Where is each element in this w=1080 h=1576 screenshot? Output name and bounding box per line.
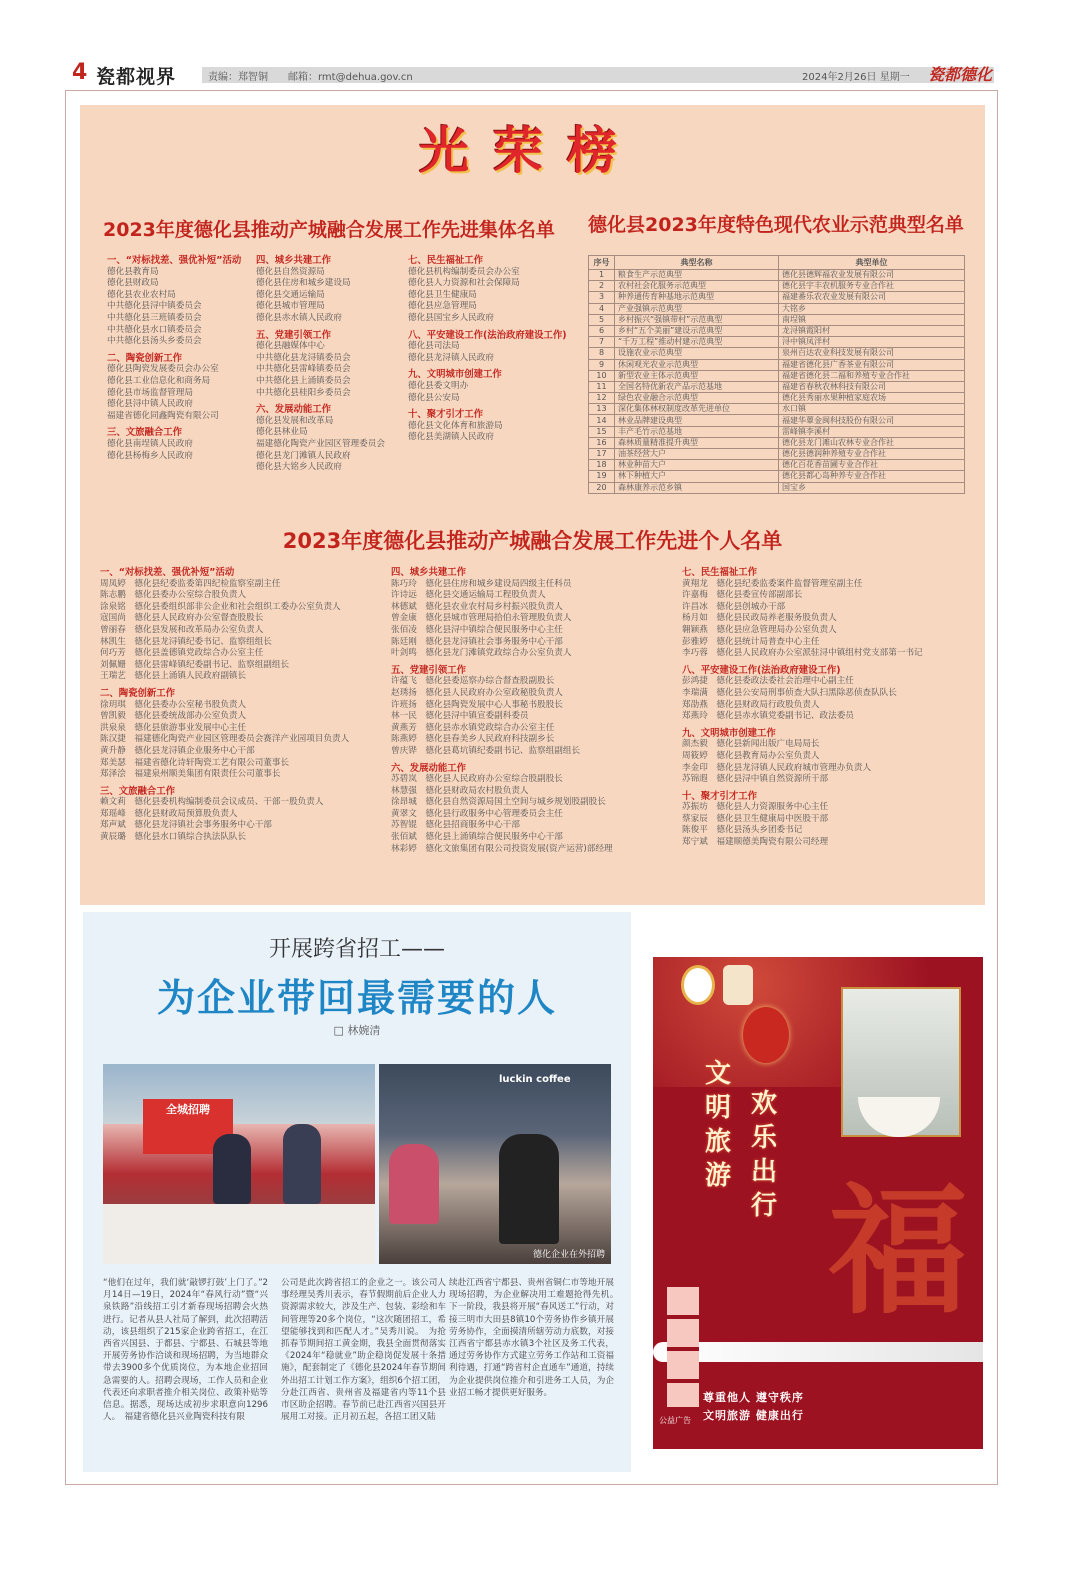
category-heading: 七、民生福祉工作 bbox=[682, 567, 758, 578]
fu-character: 福 bbox=[827, 1170, 968, 1334]
table-cell: 20 bbox=[589, 482, 615, 493]
list-item: 德化县公安局 bbox=[408, 392, 460, 403]
list-item: 李金印 德化县龙浔镇人民政府城市管理办负责人 bbox=[682, 762, 872, 773]
list-item: 黄升静 德化县龙浔镇企业服务中心干部 bbox=[100, 745, 255, 756]
category-heading: 五、党建引领工作 bbox=[391, 664, 467, 676]
list-item: 德化县机构编制委员会办公室 bbox=[408, 266, 520, 277]
table-cell: 德化县德润种养殖专业合作社 bbox=[778, 449, 964, 460]
list-item: 叶剑鸣 德化县龙门滩镇党政综合办公室负责人 bbox=[391, 648, 572, 659]
honor-roll bbox=[80, 105, 985, 905]
table-header: 典型单位 bbox=[778, 256, 964, 270]
table-row bbox=[589, 449, 965, 460]
page-number: 4 bbox=[72, 60, 88, 85]
list-item: 德化县文化体育和旅游局 bbox=[408, 420, 503, 431]
lantern-icon bbox=[743, 1007, 789, 1063]
article-title: 为企业带回最需要的人 bbox=[156, 976, 557, 1020]
table-row bbox=[589, 270, 965, 281]
list-item: 陈汉捷 福建德化陶瓷产业园区管理委员会赛洋产业园项目负责人 bbox=[100, 734, 350, 745]
table-cell: 6 bbox=[589, 325, 615, 336]
table-cell: 种养通传育种基地示范典型 bbox=[615, 292, 779, 303]
article-column-2: 公司是此次跨省招工的企业之一。该公司人事经理吴秀川表示，春节假期前后企业人力资源需求较大，涉及生产、包装、彩绘和车间管理等20多个岗位，“这次随团招工，希望能够找到和匹配人才。”吴秀川说。 为抢抓春节期间招工黄金期，我县全面贯彻落实《2024年“稳就业”助企稳岗促发展十条措施》，配套制定了《德化县2024年春节期间外出招工计划工作方案》，组织6个招工团，分赴江西省、贵州省及福建省内等11个县市区助企招聘。春节前已赴江西省兴国县开展用工对接。正月初五起，各招工团又陆 bbox=[281, 1278, 446, 1423]
table-cell: 福建华蕈金闽科技股份有限公司 bbox=[778, 415, 964, 426]
list-item: 黄翔龙 德化县纪委监委案件监督管理室副主任 bbox=[682, 578, 863, 589]
paper-logo: 瓷都德化 bbox=[927, 65, 992, 84]
list-item: 苏碧岚 德化县人民政府办公室综合股副股长 bbox=[391, 774, 563, 785]
list-item: 郑燕玲 德化县赤水镇党委副书记、政法委员 bbox=[682, 711, 854, 722]
list-item: 颜杰毅 德化县新闻出版广电局局长 bbox=[682, 739, 820, 750]
table-row bbox=[589, 281, 965, 292]
individual-column-2 bbox=[391, 567, 679, 855]
table-cell: 德化县龙门滩山农林专业合作社 bbox=[778, 437, 964, 448]
list-item: 德化县人力资源和社会保障局 bbox=[408, 278, 520, 289]
table-row bbox=[589, 393, 965, 404]
list-item: 李巧蓉 德化县人民政府办公室派驻浔中镇组村党支部第一书记 bbox=[682, 648, 923, 659]
list-item: 德化县浔中镇人民政府 bbox=[107, 399, 193, 410]
table-cell: 休闲观光农业示范典型 bbox=[615, 359, 779, 370]
store-sign: luckin coffee bbox=[499, 1074, 571, 1085]
table-row bbox=[589, 437, 965, 448]
header-bar bbox=[202, 67, 994, 83]
category-heading: 二、陶瓷创新工作 bbox=[100, 687, 176, 699]
category-heading: 一、“对标找差、强优补短”活动 bbox=[107, 255, 242, 266]
ad-tag: 公益广告 bbox=[659, 1416, 691, 1425]
list-item: 蔡家辰 德化县卫生健康局中医股干部 bbox=[682, 813, 829, 824]
list-item: 德化县财政局 bbox=[107, 278, 159, 289]
table-cell: 德化县宇丰农机服务专业合作社 bbox=[778, 281, 964, 292]
table-cell: 大铭乡 bbox=[778, 303, 964, 314]
list-item: 许诗远 德化县交通运输局工程股负责人 bbox=[391, 590, 546, 601]
list-item: 德化县教育局 bbox=[107, 266, 159, 277]
list-item: 德化县融媒体中心 bbox=[256, 341, 325, 352]
table-row bbox=[589, 314, 965, 325]
table-row bbox=[589, 460, 965, 471]
table-cell: 雷峰镇李溪村 bbox=[778, 426, 964, 437]
category-heading: 九、文明城市创建工作 bbox=[408, 369, 502, 381]
individual-column-1 bbox=[100, 567, 385, 844]
category-heading: 九、文明城市创建工作 bbox=[682, 727, 776, 739]
table-cell: 乡村振兴“强镇带村”示范典型 bbox=[615, 314, 779, 325]
banner-text: 全城招聘 bbox=[143, 1099, 233, 1154]
list-item: 德化县南埕镇人民政府 bbox=[107, 438, 193, 449]
list-item: 德化县美湖镇人民政府 bbox=[408, 432, 494, 443]
list-item: 郑泽浍 福建泉州顺美集团有限责任公司董事长 bbox=[100, 769, 281, 780]
person-figure bbox=[213, 1134, 251, 1204]
category-heading: 一、“对标找差、强优补短”活动 bbox=[100, 567, 235, 578]
train-icon bbox=[653, 1342, 983, 1362]
list-item: 中共德化县三班镇委员会 bbox=[107, 312, 202, 323]
list-item: 德化县大铭乡人民政府 bbox=[256, 462, 342, 473]
category-heading: 十、聚才引才工作 bbox=[682, 790, 758, 802]
list-item: 德化县委文明办 bbox=[408, 380, 469, 391]
list-item: 陈燕婷 德化县春美乡人民政府科技副乡长 bbox=[391, 734, 555, 745]
table-desk bbox=[103, 1204, 375, 1264]
table-cell: 18 bbox=[589, 460, 615, 471]
list-item: 林一民 德化县浔中镇宣委副科委员 bbox=[391, 711, 529, 722]
category-heading: 三、文旅融合工作 bbox=[107, 427, 183, 439]
table-cell: 全国名特优新农产品示范基地 bbox=[615, 381, 779, 392]
lantern-string-icon bbox=[667, 1287, 699, 1407]
list-item: 杨月如 德化县民政局养老服务股负责人 bbox=[682, 613, 837, 624]
table-cell: 农村社会化服务示范典型 bbox=[615, 281, 779, 292]
agri-title: 德化县2023年度特色现代农业示范典型名单 bbox=[588, 214, 964, 236]
editor: 责编：郑智铜 bbox=[208, 72, 268, 83]
category-heading: 八、平安建设工作(法治政府建设工作) bbox=[408, 329, 567, 341]
list-item: 德化县农业农村局 bbox=[107, 289, 176, 300]
list-item: 曾庆铧 德化县葛坑镇纪委副书记、监察组副组长 bbox=[391, 745, 581, 756]
table-cell: 产业强镇示范典型 bbox=[615, 303, 779, 314]
list-item: 德化县工业信息化和商务局 bbox=[107, 375, 211, 386]
email[interactable]: 邮箱：rmt@dehua.gov.cn bbox=[288, 72, 413, 83]
list-item: 福建省德化同鑫陶瓷有限公司 bbox=[107, 410, 219, 421]
list-item: 周凤婷 德化县纪委监委第四纪检监察室副主任 bbox=[100, 578, 281, 589]
table-cell: 水口镇 bbox=[778, 404, 964, 415]
table-cell: 乡村“五个美丽”建设示范典型 bbox=[615, 325, 779, 336]
list-item: 德化县国宝乡人民政府 bbox=[408, 312, 494, 323]
list-item: 黄辰璐 德化县水口镇综合执法队队长 bbox=[100, 832, 247, 843]
list-item: 彭雅婷 德化县统计局普查中心主任 bbox=[682, 636, 820, 647]
list-item: 中共德化县汤头乡委员会 bbox=[107, 336, 202, 347]
list-item: 黄燕芳 德化县赤水镇党政综合办公室主任 bbox=[391, 722, 555, 733]
list-item: 德化县自然资源局 bbox=[256, 266, 325, 277]
list-item: 郑宁斌 福建顺德美陶瓷有限公司经理 bbox=[682, 837, 829, 848]
photo-job-fair bbox=[103, 1064, 375, 1264]
table-cell: 16 bbox=[589, 437, 615, 448]
table-cell: 4 bbox=[589, 303, 615, 314]
table-row bbox=[589, 370, 965, 381]
list-item: 中共德化县上涌镇委员会 bbox=[256, 375, 351, 386]
list-item: 德化县市场监督管理局 bbox=[107, 387, 193, 398]
list-item: 陈志鹏 德化县委办公室综合股负责人 bbox=[100, 590, 247, 601]
table-cell: 森林质量精准提升典型 bbox=[615, 437, 779, 448]
table-row bbox=[589, 337, 965, 348]
table-header: 序号 bbox=[589, 256, 615, 270]
table-cell: 1 bbox=[589, 270, 615, 281]
list-item: 郑美瑟 福建省德化诗轩陶瓷工艺有限公司董事长 bbox=[100, 757, 290, 768]
table-cell: 5 bbox=[589, 314, 615, 325]
list-item: 德化县林业局 bbox=[256, 427, 308, 438]
category-heading: 四、城乡共建工作 bbox=[391, 567, 467, 578]
list-item: 德化县龙浔镇人民政府 bbox=[408, 352, 494, 363]
list-item: 陈俊平 德化县汤头乡团委书记 bbox=[682, 825, 803, 836]
table-cell: 15 bbox=[589, 426, 615, 437]
table-cell: 2 bbox=[589, 281, 615, 292]
article-byline: □ 林婉清 bbox=[333, 1024, 381, 1037]
list-item: 许蕴飞 德化县委巡察办综合督查股副股长 bbox=[391, 676, 555, 687]
list-item: 苏振坊 德化县人力资源服务中心主任 bbox=[682, 802, 829, 813]
logo-icon bbox=[723, 965, 753, 1005]
category-heading: 二、陶瓷创新工作 bbox=[107, 352, 183, 364]
table-row bbox=[589, 381, 965, 392]
table-cell: 德化县秀丽水果种植家庭农场 bbox=[778, 393, 964, 404]
list-item: 林慧强 德化县财政局农村股负责人 bbox=[391, 785, 529, 796]
list-item: 德化县司法局 bbox=[408, 341, 460, 352]
list-item: 徐玥琪 德化县委办公室秘书股负责人 bbox=[100, 699, 247, 710]
list-item: 彭鸿捷 德化县委政法委社会治理中心副主任 bbox=[682, 676, 854, 687]
list-item: 德化县卫生健康局 bbox=[408, 289, 477, 300]
list-item: 德化县交通运输局 bbox=[256, 289, 325, 300]
table-cell: 龙浔镇霞阳村 bbox=[778, 325, 964, 336]
table-row bbox=[589, 325, 965, 336]
list-item: 德化县龙门滩镇人民政府 bbox=[256, 450, 351, 461]
list-item: 郑劭燕 德化县财政局行政股负责人 bbox=[682, 699, 820, 710]
table-cell: 南埕镇 bbox=[778, 314, 964, 325]
group-column-1 bbox=[107, 255, 257, 462]
list-item: 洪泉泉 德化县旅游事业发展中心主任 bbox=[100, 722, 247, 733]
table-cell: 17 bbox=[589, 449, 615, 460]
table-cell: 福建番乐农农业发展有限公司 bbox=[778, 292, 964, 303]
agri-table bbox=[588, 255, 965, 494]
table-cell: “千万工程”推动村建示范典型 bbox=[615, 337, 779, 348]
table-row bbox=[589, 426, 965, 437]
table-cell: 8 bbox=[589, 348, 615, 359]
list-item: 中共德化县桂阳乡委员会 bbox=[256, 387, 351, 398]
table-row bbox=[589, 404, 965, 415]
individual-column-3 bbox=[682, 567, 972, 849]
list-item: 许班扬 德化县陶瓷发展中心人事秘书股股长 bbox=[391, 699, 563, 710]
category-heading: 三、文旅融合工作 bbox=[100, 785, 176, 797]
list-item: 翱颖燕 德化县应急管理局办公室负责人 bbox=[682, 624, 837, 635]
list-item: 徐昂城 德化县自然资源局国土空间与城乡规划股副股长 bbox=[391, 797, 606, 808]
table-cell: 德化百花香苗圃专业合作社 bbox=[778, 460, 964, 471]
table-header: 典型名称 bbox=[615, 256, 779, 270]
list-item: 德化县陶瓷发展委员会办公室 bbox=[107, 364, 219, 375]
table-cell: 福建省德化县二福和养殖专业合作社 bbox=[778, 370, 964, 381]
group-title: 2023年度德化县推动产城融合发展工作先进集体名单 bbox=[103, 219, 555, 241]
table-cell: 林业种苗大户 bbox=[615, 460, 779, 471]
list-item: 李瑞满 德化县公安局刑事侦查大队扫黑除恶侦查队队长 bbox=[682, 687, 897, 698]
group-column-2 bbox=[256, 255, 406, 474]
article bbox=[83, 912, 631, 1472]
table-row bbox=[589, 348, 965, 359]
table-cell: 泉州百达农业科技发展有限公司 bbox=[778, 348, 964, 359]
category-heading: 六、发展动能工作 bbox=[391, 762, 467, 774]
honor-banner: 光荣榜 bbox=[419, 121, 641, 180]
slogan-left: 文明旅游 bbox=[705, 1059, 732, 1191]
list-item: 德化县城市管理局 bbox=[256, 301, 325, 312]
logo-icon bbox=[681, 965, 715, 1005]
table-row bbox=[589, 471, 965, 482]
table-cell: 新型农业主体示范典型 bbox=[615, 370, 779, 381]
table-cell: 油茶经营大户 bbox=[615, 449, 779, 460]
photo-recruit-talk bbox=[379, 1064, 611, 1264]
list-item: 陈巧玲 德化县住房和城乡建设局四级主任科员 bbox=[391, 578, 572, 589]
list-item: 德化县杨梅乡人民政府 bbox=[107, 450, 193, 461]
table-row bbox=[589, 292, 965, 303]
public-service-ad bbox=[653, 957, 983, 1449]
table-row bbox=[589, 482, 965, 493]
list-item: 赖文莉 德化县委机构编制委员会议成员、干部一股负责人 bbox=[100, 797, 324, 808]
list-item: 德化县发展和改革局 bbox=[256, 415, 334, 426]
table-cell: 国宝乡 bbox=[778, 482, 964, 493]
list-item: 中共德化县龙浔镇委员会 bbox=[256, 352, 351, 363]
list-item: 中共德化县水口镇委员会 bbox=[107, 324, 202, 335]
category-heading: 十、聚才引才工作 bbox=[408, 409, 484, 421]
photo-caption: 德化企业在外招聘 bbox=[532, 1250, 605, 1260]
list-item: 德化县住房和城乡建设局 bbox=[256, 278, 351, 289]
list-item: 苏智锟 德化县招商服务中心干部 bbox=[391, 820, 520, 831]
list-item: 王瑞艺 德化县上涌镇人民政府副镇长 bbox=[100, 671, 247, 682]
table-cell: 14 bbox=[589, 415, 615, 426]
list-item: 周筱婷 德化县教育局办公室负责人 bbox=[682, 750, 820, 761]
list-item: 张佰凌 德化县浔中镇综合便民服务中心主任 bbox=[391, 624, 563, 635]
table-row bbox=[589, 415, 965, 426]
list-item: 许昌冰 德化县创城办干部 bbox=[682, 601, 786, 612]
table-cell: 11 bbox=[589, 381, 615, 392]
person-figure bbox=[499, 1134, 559, 1244]
article-column-3: 续赴江西省宁都县、贵州省铜仁市等地开展现场招聘，为企业解决用工难题抢得先机。 下一阶段，我县将开展“春风送工”行动，对接三明市大田县8镇10个劳务协作乡镇开展劳务协作，全面摸清所辖劳动力底数，对接江西省宁都县赤水镇3个社区及务工代表，通过劳务协作方式建立劳务工作站和工资福利待遇，打通“跨省村企直通车”通道，持续为企业提供岗位推介和引进务工人员，为企业招工畅才提供更好服务。 bbox=[449, 1278, 623, 1398]
table-cell: 10 bbox=[589, 370, 615, 381]
list-item: 郑瑶峰 德化县财政局预算股负责人 bbox=[100, 808, 238, 819]
table-cell: 德化县都心岛种养专业合作社 bbox=[778, 471, 964, 482]
slogan-right: 欢乐出行 bbox=[751, 1089, 778, 1221]
table-cell: 绿色农业融合示范典型 bbox=[615, 393, 779, 404]
list-item: 福建德化陶瓷产业园区管理委员会 bbox=[256, 438, 385, 449]
ad-footer-1: 尊重他人 遵守秩序 bbox=[703, 1391, 804, 1404]
list-item: 林彩婷 德化文旅集团有限公司投资发展(资产运营)部经理 bbox=[391, 843, 613, 854]
list-item: 涂泉铭 德化县委组织部非公企业和社会组织工委办公室负责人 bbox=[100, 601, 341, 612]
table-cell: 林业品牌建设典型 bbox=[615, 415, 779, 426]
table-cell: 19 bbox=[589, 471, 615, 482]
ad-footer-2: 文明旅游 健康出行 bbox=[703, 1409, 804, 1422]
list-item: 刘佩姗 德化县雷峰镇纪委副书记、监察组副组长 bbox=[100, 659, 290, 670]
list-item: 张佰斌 德化县上涌镇综合便民服务中心干部 bbox=[391, 832, 563, 843]
table-cell: 9 bbox=[589, 359, 615, 370]
table-cell: 德化县德辉福农业发展有限公司 bbox=[778, 270, 964, 281]
table-cell: 福建省春秋农林科技有限公司 bbox=[778, 381, 964, 392]
article-column-1: “他们在过年，我们就‘敲锣打鼓’上门了。”2月14日—19日，2024年“春风行动”暨“兴泉铁路”沿线招工引才新春现场招聘会火热进行。记者从县人社局了解到，此次招聘活动，该县组织了215家企业跨省招工，在江西省兴国县、于都县、宁都县、石城县等地开展劳务协作洽谈和现场招聘，为当地群众带去3900多个优质岗位，为本地企业招回急需要的人。招聘会现场，工作人员和企业代表还向求职者推介相关岗位、政策补贴等信息。据悉，现场达成初步求职意向1296人。 福建省德化县兴业陶瓷科技有限 bbox=[103, 1278, 268, 1423]
table-cell: 粮食生产示范典型 bbox=[615, 270, 779, 281]
table-cell: 13 bbox=[589, 404, 615, 415]
individual-title: 2023年度德化县推动产城融合发展工作先进个人名单 bbox=[282, 529, 783, 553]
list-item: 德化县应急管理局 bbox=[408, 301, 477, 312]
person-figure bbox=[389, 1144, 439, 1224]
category-heading: 五、党建引领工作 bbox=[256, 329, 332, 341]
table-cell: 12 bbox=[589, 393, 615, 404]
list-item: 中共德化县浔中镇委员会 bbox=[107, 301, 202, 312]
table-cell: 浔中镇凤洋村 bbox=[778, 337, 964, 348]
list-item: 寇国尚 德化县人民政府办公室督查股股长 bbox=[100, 613, 264, 624]
table-cell: 深化集体林权制度改革先进单位 bbox=[615, 404, 779, 415]
table-cell: 福建省德化县广香茶业有限公司 bbox=[778, 359, 964, 370]
category-heading: 八、平安建设工作(法治政府建设工作) bbox=[682, 664, 841, 676]
list-item: 赵琇扬 德化县人民政府办公室政秘股负责人 bbox=[391, 687, 563, 698]
table-cell: 设施农业示范典型 bbox=[615, 348, 779, 359]
table-row bbox=[589, 303, 965, 314]
table-cell: 丰产毛竹示范基地 bbox=[615, 426, 779, 437]
table-row bbox=[589, 359, 965, 370]
table-cell: 3 bbox=[589, 292, 615, 303]
category-heading: 七、民生福祉工作 bbox=[408, 255, 484, 266]
list-item: 陈廷刚 德化县龙浔镇社会事务服务中心干部 bbox=[391, 636, 563, 647]
list-item: 曾凯毅 德化县委统战部办公室负责人 bbox=[100, 711, 247, 722]
article-subtitle: 开展跨省招工—— bbox=[268, 937, 445, 962]
page-header bbox=[72, 60, 992, 90]
list-item: 曾丽春 德化县发展和改革局办公室负责人 bbox=[100, 624, 264, 635]
category-heading: 四、城乡共建工作 bbox=[256, 255, 332, 266]
list-item: 曾金康 德化县城市管理局拾伯永管理股负责人 bbox=[391, 613, 572, 624]
list-item: 黄翠文 德化县行政服务中心管理委员会主任 bbox=[391, 808, 563, 819]
group-column-3 bbox=[408, 255, 578, 444]
list-item: 林凯生 德化县龙浔镇纪委书记、监察组组长 bbox=[100, 636, 272, 647]
table-cell: 森林康养示范乡镇 bbox=[615, 482, 779, 493]
list-item: 郑声斌 德化县龙浔镇社会事务服务中心干部 bbox=[100, 820, 272, 831]
issue-date: 2024年2月26日 星期一 bbox=[802, 72, 910, 83]
list-item: 何巧芳 德化县盖德镇党政综合办公室主任 bbox=[100, 648, 264, 659]
list-item: 德化县赤水镇人民政府 bbox=[256, 312, 342, 323]
section-name: 瓷都视界 bbox=[96, 66, 177, 88]
list-item: 许嘉梅 德化县委宣传部副部长 bbox=[682, 590, 803, 601]
list-item: 林德斌 德化县农业农村局乡村振兴股负责人 bbox=[391, 601, 563, 612]
table-cell: 7 bbox=[589, 337, 615, 348]
list-item: 中共德化县雷峰镇委员会 bbox=[256, 364, 351, 375]
category-heading: 六、发展动能工作 bbox=[256, 404, 332, 416]
person-figure bbox=[283, 1124, 321, 1204]
table-cell: 林下种植大户 bbox=[615, 471, 779, 482]
list-item: 苏锦遐 德化县浔中镇自然资源所干部 bbox=[682, 774, 829, 785]
